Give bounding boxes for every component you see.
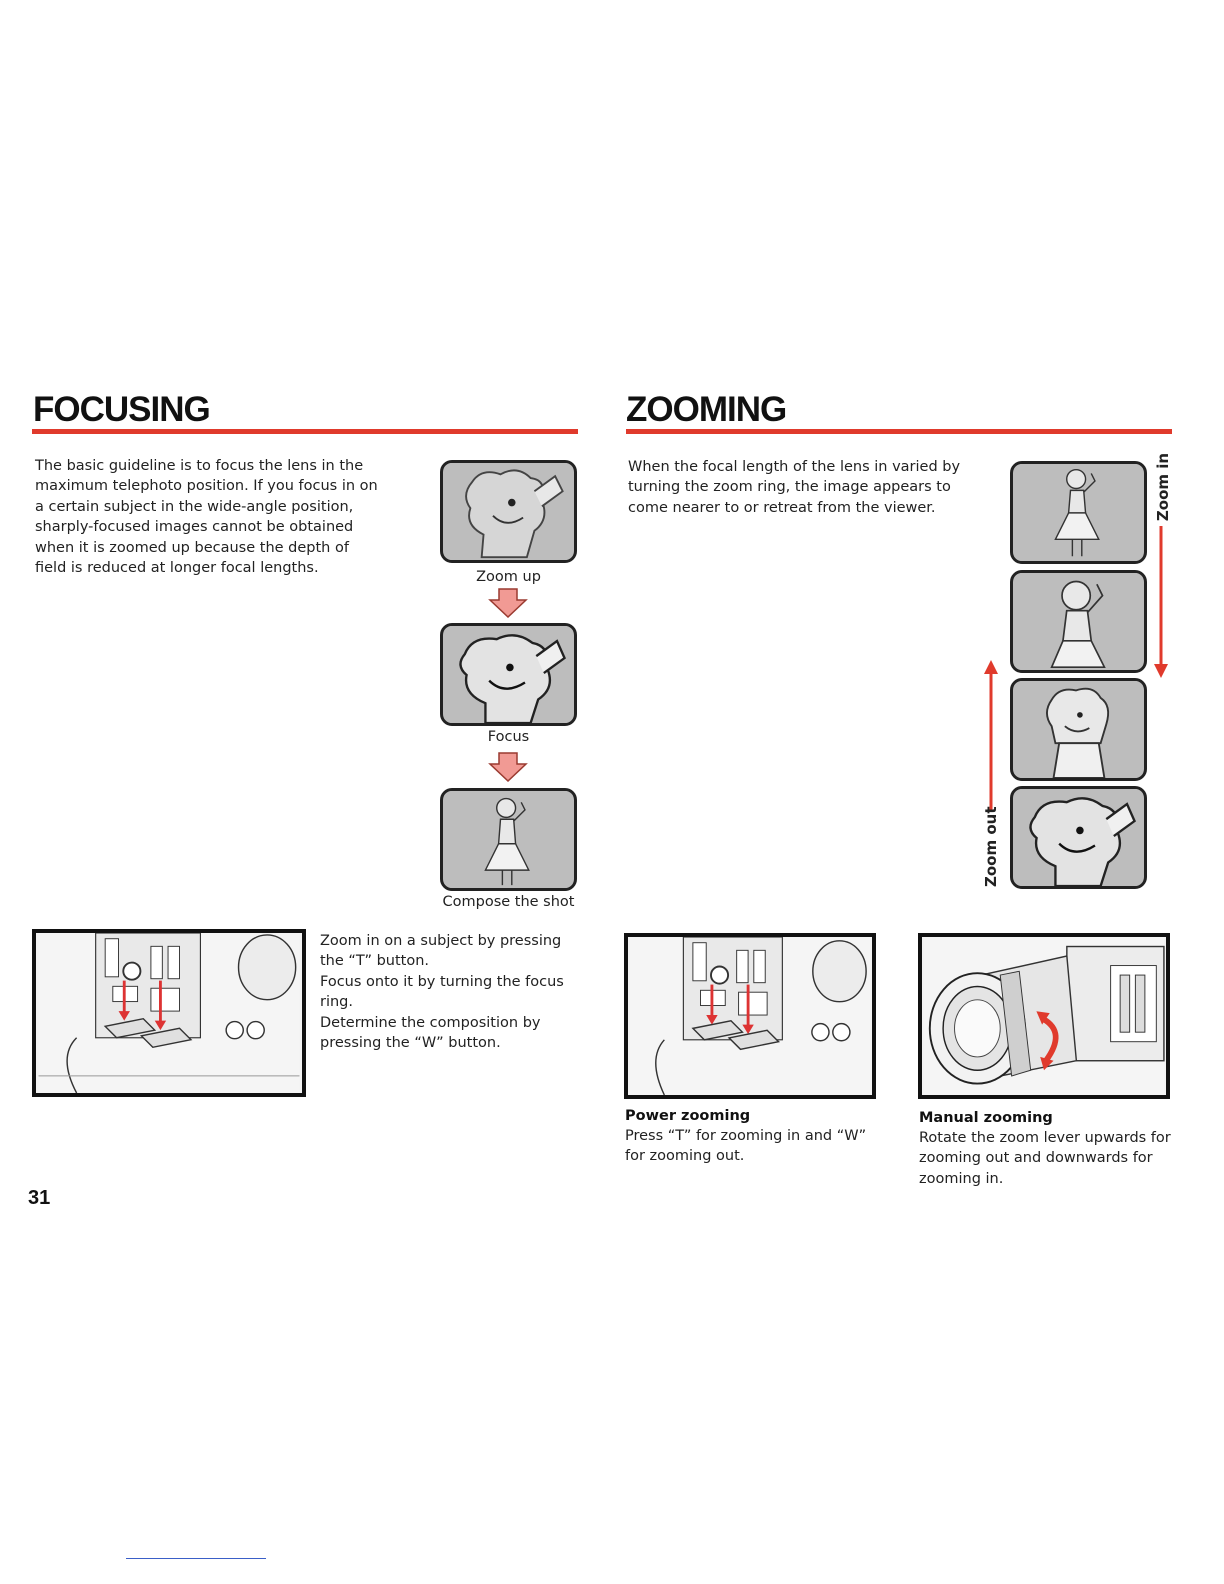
power-zooming-caption	[625, 1106, 885, 1167]
instruction-compose: Determine the composition by pressing the “W” button.	[320, 1014, 541, 1052]
manual-zooming-title: Manual zooming	[919, 1110, 1053, 1126]
manual-zoom-photo	[918, 933, 1170, 1099]
power-zooming-text: Press “T” for zooming in and “W” for zooming out.	[625, 1128, 867, 1165]
mid-wide-figure-illustration	[1013, 573, 1144, 670]
instruction-focus: Focus onto it by turning the focus ring.	[320, 973, 564, 1011]
zoom-screen-mid-wide	[1010, 570, 1147, 673]
camera-tw-buttons-illustration	[36, 933, 302, 1093]
zoom-screen-wide	[1010, 461, 1147, 564]
step-zoom-up-caption: Zoom up	[476, 569, 541, 585]
down-arrow-icon	[488, 752, 528, 782]
mid-tele-figure-illustration	[1013, 681, 1144, 778]
zooming-intro: When the focal length of the lens in varied by turning the zoom ring, the image appears to come nearer to or retreat from the viewer.	[628, 459, 961, 516]
step-focus-caption: Focus	[487, 729, 530, 745]
zooming-title: ZOOMING	[626, 390, 787, 429]
wide-figure-illustration	[1013, 464, 1144, 561]
step-compose-caption: Compose the shot	[442, 894, 575, 910]
zooming-rule	[626, 429, 1172, 434]
zoom-in-arrow-icon	[1154, 526, 1168, 678]
focus-screen	[440, 623, 577, 726]
power-zoom-photo	[624, 933, 876, 1099]
zoom-out-label: Zoom out	[982, 806, 1000, 887]
close-up-face-illustration	[443, 463, 574, 560]
compose-screen	[440, 788, 577, 891]
zoom-up-screen	[440, 460, 577, 563]
tele-face-illustration	[1013, 789, 1144, 886]
focus-face-illustration	[443, 626, 574, 723]
focusing-rule	[32, 429, 578, 434]
focusing-title: FOCUSING	[33, 390, 210, 429]
camera-zoom-ring-illustration	[922, 937, 1166, 1095]
page-number: 31	[28, 1187, 51, 1209]
camera-buttons-photo	[32, 929, 306, 1097]
zoom-in-label: Zoom in	[1154, 452, 1172, 522]
footer-line	[126, 1558, 266, 1559]
zoom-out-arrow-icon	[984, 660, 998, 810]
zoom-screen-mid-tele	[1010, 678, 1147, 781]
focusing-instructions	[320, 931, 580, 1053]
full-figure-illustration	[443, 791, 574, 888]
power-zooming-title: Power zooming	[625, 1108, 751, 1124]
instruction-zoom-in: Zoom in on a subject by pressing the “T” button.	[320, 933, 562, 970]
manual-zooming-caption	[919, 1108, 1179, 1189]
camera-tw-buttons-illustration	[628, 937, 872, 1095]
down-arrow-icon	[488, 588, 528, 618]
manual-zooming-text: Rotate the zoom lever upwards for zooming out and downwards for zooming in.	[919, 1130, 1171, 1187]
focusing-intro: The basic guideline is to focus the lens in the maximum telephoto position. If you focus in on a certain subject in the wide-angle position, sharply-focused images cannot be obtained when it is zoomed up because the depth of field is reduced at longer focal lengths.	[35, 458, 378, 577]
